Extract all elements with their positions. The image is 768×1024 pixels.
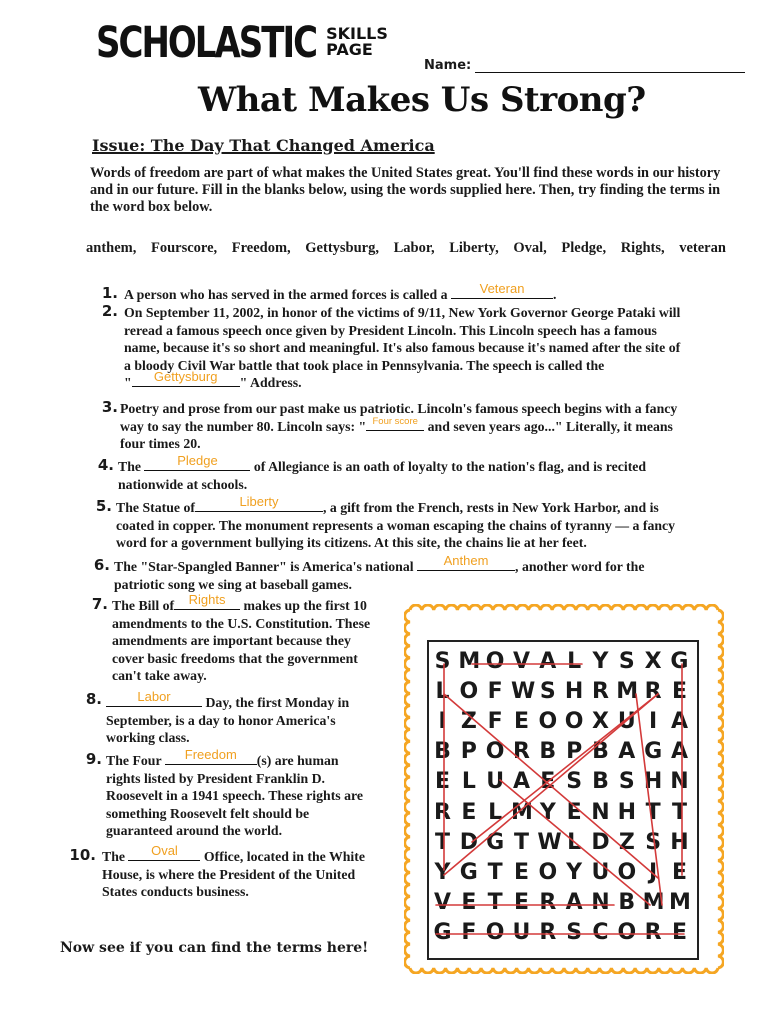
footer-instruction: Now see if you can find the terms here! bbox=[60, 940, 369, 956]
grid-letter[interactable]: A bbox=[565, 890, 583, 916]
question-text: . bbox=[553, 287, 557, 302]
question-number: 7. bbox=[91, 595, 108, 613]
grid-letter[interactable]: H bbox=[617, 799, 636, 825]
grid-letter[interactable]: L bbox=[488, 799, 503, 825]
question-text: amendments are important because they bbox=[112, 633, 351, 648]
grid-letter[interactable]: A bbox=[539, 648, 557, 674]
answer-blank[interactable] bbox=[128, 843, 200, 861]
question-text: The bbox=[118, 459, 141, 474]
grid-letter[interactable]: M bbox=[616, 678, 639, 704]
answer-blank[interactable] bbox=[144, 453, 250, 471]
grid-letter[interactable]: A bbox=[512, 769, 530, 795]
grid-letter[interactable]: I bbox=[649, 708, 658, 734]
grid-letter[interactable]: I bbox=[438, 708, 447, 734]
issue-heading: Issue: The Day That Changed America bbox=[92, 136, 435, 155]
grid-letter[interactable]: R bbox=[644, 678, 662, 704]
grid-letter[interactable]: O bbox=[538, 708, 558, 734]
name-field bbox=[424, 58, 745, 73]
answer-text: Veteran bbox=[479, 281, 525, 296]
question-number: 5. bbox=[95, 497, 112, 515]
grid-letter[interactable]: E bbox=[513, 859, 529, 885]
grid-letter[interactable]: E bbox=[671, 678, 687, 704]
question-text: coated in copper. The monument represents a woman escaping the chains of tyranny — a fancy bbox=[116, 517, 676, 533]
grid-letter[interactable]: V bbox=[512, 648, 530, 674]
question-text: something Roosevelt felt should be bbox=[106, 805, 310, 821]
word-box-item: Liberty, bbox=[449, 240, 499, 256]
question-text: name, because it's so short and meaningful. It's also famous because it's named after the site of bbox=[124, 340, 681, 355]
grid-letter[interactable]: H bbox=[564, 678, 584, 704]
grid-row bbox=[432, 888, 690, 918]
grid-letter[interactable]: O bbox=[485, 739, 505, 765]
grid-row bbox=[432, 646, 690, 676]
brand-subtitle bbox=[326, 26, 388, 58]
question-10 bbox=[102, 843, 392, 901]
grid-letter[interactable]: U bbox=[617, 708, 636, 734]
question-number: 3. bbox=[101, 398, 118, 416]
grid-letter[interactable]: B bbox=[618, 890, 636, 916]
grid-letter[interactable]: O bbox=[485, 648, 505, 674]
grid-letter[interactable]: S bbox=[618, 769, 635, 795]
grid-letter[interactable]: M bbox=[668, 890, 691, 916]
grid-letter[interactable]: M bbox=[510, 799, 533, 825]
grid-row bbox=[432, 857, 690, 887]
grid-letter[interactable]: R bbox=[539, 920, 557, 946]
grid-row bbox=[432, 767, 690, 797]
grid-letter[interactable]: J bbox=[649, 859, 658, 885]
grid-letter[interactable]: D bbox=[591, 829, 610, 855]
question-number: 4. bbox=[97, 456, 114, 474]
question-text: On September 11, 2002, in honor of the victims of 9/11, New York Governor George Pataki will bbox=[124, 305, 681, 320]
grid-row bbox=[432, 706, 690, 736]
grid-letter[interactable]: E bbox=[540, 769, 556, 795]
grid-letter[interactable]: S bbox=[539, 678, 556, 704]
answer-text: Oval bbox=[151, 843, 178, 858]
word-box-item: Oval, bbox=[513, 240, 547, 256]
grid-letter[interactable]: B bbox=[592, 769, 609, 795]
question-7 bbox=[112, 592, 402, 685]
question-number: 8. bbox=[85, 690, 102, 708]
grid-letter[interactable]: U bbox=[591, 859, 610, 885]
grid-letter[interactable]: G bbox=[670, 648, 689, 674]
answer-text: Liberty bbox=[239, 494, 279, 509]
grid-letter[interactable]: V bbox=[433, 890, 452, 916]
grid-letter[interactable]: O bbox=[485, 920, 505, 946]
question-8 bbox=[106, 689, 396, 747]
grid-letter[interactable]: R bbox=[539, 890, 557, 916]
answer-text: Gettysburg bbox=[153, 369, 218, 384]
question-text: , a gift from the French, rests in New York Harbor, and is bbox=[322, 500, 659, 515]
grid-letter[interactable]: E bbox=[671, 859, 687, 885]
question-text: Roosevelt in a 1941 speech. These rights are bbox=[106, 788, 364, 803]
question-text: rights listed by President Franklin D. bbox=[106, 770, 325, 786]
word-box-item: veteran bbox=[679, 240, 726, 256]
word-box-item: Gettysburg, bbox=[305, 240, 379, 256]
grid-letter[interactable]: E bbox=[434, 769, 451, 795]
grid-row bbox=[432, 737, 690, 767]
question-1 bbox=[124, 281, 557, 304]
question-text: can't take away. bbox=[112, 668, 207, 683]
grid-letter[interactable]: M bbox=[642, 890, 665, 916]
grid-letter[interactable]: O bbox=[459, 678, 479, 704]
grid-letter[interactable]: B bbox=[539, 739, 557, 765]
grid-letter[interactable]: A bbox=[618, 739, 636, 765]
question-text: nationwide at schools. bbox=[118, 476, 248, 492]
grid-row bbox=[432, 827, 690, 857]
grid-letter[interactable]: T bbox=[487, 859, 503, 885]
grid-letter[interactable]: T bbox=[645, 799, 661, 825]
question-text: A person who has served in the armed forces is called a bbox=[124, 287, 448, 302]
question-text: a bloody Civil War battle that took place in Pennsylvania. The speech is called the bbox=[124, 357, 605, 373]
name-label: Name: bbox=[424, 58, 472, 73]
question-4 bbox=[118, 453, 718, 493]
answer-text: Pledge bbox=[177, 453, 218, 468]
question-text: The Statue of bbox=[116, 500, 195, 515]
answer-text: Rights bbox=[188, 592, 226, 607]
question-text: reread a famous speech once given by President Lincoln. This Lincoln speech has a famous bbox=[124, 322, 657, 338]
grid-letter[interactable]: W bbox=[537, 829, 562, 855]
grid-letter[interactable]: N bbox=[591, 890, 610, 916]
question-text: September, is a day to honor America's bbox=[106, 712, 336, 728]
grid-letter[interactable]: G bbox=[486, 829, 505, 855]
grid-letter[interactable]: P bbox=[460, 739, 477, 765]
grid-letter[interactable]: R bbox=[434, 799, 451, 825]
question-text: makes up the first 10 bbox=[243, 598, 367, 613]
question-number: 2. bbox=[101, 302, 118, 320]
word-box-item: Labor, bbox=[393, 240, 435, 256]
answer-text: Freedom bbox=[184, 747, 237, 762]
grid-letter[interactable]: E bbox=[671, 920, 687, 946]
grid-letter[interactable]: L bbox=[435, 678, 450, 704]
word-box-item: Rights, bbox=[620, 240, 665, 256]
grid-letter[interactable]: T bbox=[434, 829, 450, 855]
grid-letter[interactable]: E bbox=[566, 799, 582, 825]
question-text: four times 20. bbox=[120, 436, 201, 451]
word-box-item: Fourscore, bbox=[150, 240, 218, 256]
question-text: House, is where the President of the United bbox=[102, 866, 356, 882]
grid-letter[interactable]: S bbox=[645, 829, 662, 855]
word-box-item: anthem, bbox=[86, 240, 137, 256]
question-text: " bbox=[124, 375, 132, 390]
question-9 bbox=[106, 747, 406, 840]
question-number: 9. bbox=[85, 750, 102, 768]
grid-letter[interactable]: Y bbox=[539, 799, 556, 825]
brand-name: SCHOLASTIC bbox=[96, 18, 317, 69]
question-number: 1. bbox=[101, 284, 118, 302]
grid-letter[interactable]: E bbox=[513, 890, 529, 916]
grid-letter[interactable]: X bbox=[591, 708, 609, 734]
grid-letter[interactable]: L bbox=[567, 829, 582, 855]
question-text: way to say the number 80. Lincoln says: " bbox=[120, 418, 367, 434]
question-text: of Allegiance is an oath of loyalty to the nation's flag, and is recited bbox=[253, 459, 647, 474]
grid-letter[interactable]: G bbox=[644, 739, 663, 765]
grid-letter[interactable]: E bbox=[461, 799, 477, 825]
grid-row bbox=[432, 676, 690, 706]
question-text: amendments to the U.S. Constitution. These bbox=[112, 615, 371, 631]
question-number: 6. bbox=[93, 556, 110, 574]
brand-sub-skills: SKILLS bbox=[326, 24, 388, 43]
grid-letter[interactable]: O bbox=[617, 859, 637, 885]
question-number: 10. bbox=[69, 846, 96, 864]
grid-letter[interactable]: L bbox=[461, 769, 476, 795]
answer-blank[interactable] bbox=[174, 592, 240, 610]
name-line[interactable] bbox=[475, 58, 745, 73]
grid-letter[interactable]: R bbox=[644, 920, 662, 946]
grid-letter[interactable]: T bbox=[487, 890, 503, 916]
grid-letter[interactable]: O bbox=[538, 859, 558, 885]
grid-letter[interactable]: H bbox=[643, 769, 663, 795]
grid-letter[interactable]: M bbox=[458, 648, 481, 674]
grid-letter[interactable]: S bbox=[434, 648, 451, 674]
grid-letter[interactable]: W bbox=[510, 678, 536, 704]
answer-text: Four score bbox=[372, 415, 418, 427]
question-3 bbox=[120, 400, 720, 453]
grid-letter[interactable]: R bbox=[513, 739, 530, 765]
grid-row bbox=[432, 918, 690, 948]
grid-letter[interactable]: F bbox=[461, 920, 477, 946]
question-6 bbox=[114, 553, 714, 593]
grid-letter[interactable]: B bbox=[592, 739, 609, 765]
answer-blank[interactable] bbox=[195, 494, 323, 512]
question-text: word for a government bullying its citizens. At this site, the chains lie at her feet. bbox=[116, 535, 587, 550]
question-text: Day, the first Monday in bbox=[205, 695, 350, 710]
question-text: (s) are human bbox=[256, 753, 339, 768]
grid-letter[interactable]: Z bbox=[460, 708, 477, 734]
grid-letter[interactable]: R bbox=[591, 678, 609, 704]
word-box-item: Freedom, bbox=[231, 240, 291, 256]
question-text: , another word for the bbox=[515, 559, 645, 574]
answer-text: Anthem bbox=[443, 553, 489, 568]
grid-letter[interactable]: E bbox=[461, 890, 477, 916]
grid-letter[interactable]: U bbox=[512, 920, 531, 946]
grid-letter[interactable]: Y bbox=[434, 859, 451, 885]
grid-letter[interactable]: D bbox=[459, 829, 478, 855]
question-2 bbox=[124, 304, 724, 392]
answer-blank[interactable] bbox=[106, 689, 202, 707]
question-text: " Address. bbox=[239, 375, 302, 390]
scholastic-logo bbox=[96, 18, 388, 69]
question-text: guaranteed around the world. bbox=[106, 823, 283, 838]
grid-letter[interactable]: O bbox=[617, 920, 637, 946]
grid-letter[interactable]: G bbox=[433, 920, 452, 946]
question-text: States conducts business. bbox=[102, 884, 249, 899]
question-text: working class. bbox=[106, 730, 190, 745]
grid-letter[interactable]: Y bbox=[592, 648, 609, 674]
word-search-grid bbox=[432, 646, 690, 948]
answer-text: Labor bbox=[137, 689, 171, 704]
question-text: The Bill of bbox=[112, 598, 175, 613]
question-text: The Four bbox=[106, 753, 162, 768]
answer-blank[interactable] bbox=[417, 553, 515, 571]
grid-letter[interactable]: S bbox=[566, 920, 583, 946]
grid-letter[interactable]: T bbox=[513, 829, 529, 855]
grid-letter[interactable]: X bbox=[644, 648, 662, 674]
answer-blank[interactable] bbox=[366, 415, 424, 431]
question-text: The "Star-Spangled Banner" is America's national bbox=[114, 559, 414, 574]
word-box-item: Pledge, bbox=[561, 240, 607, 256]
word-box bbox=[86, 240, 726, 257]
question-text: Office, located in the White bbox=[203, 849, 365, 864]
grid-letter[interactable]: S bbox=[566, 769, 583, 795]
grid-letter[interactable]: A bbox=[670, 739, 688, 765]
question-text: The bbox=[102, 849, 125, 864]
intro-paragraph: Words of freedom are part of what makes the United States great. You'll find these words in our history and in our future. Fill in the blanks below, using the words supplied here. Then, try finding the terms in the word box below. bbox=[90, 165, 721, 215]
grid-letter[interactable]: H bbox=[670, 829, 689, 855]
grid-letter[interactable]: U bbox=[486, 769, 505, 795]
grid-letter[interactable]: S bbox=[618, 648, 635, 674]
brand-sub-page: PAGE bbox=[326, 40, 373, 59]
answer-blank[interactable] bbox=[451, 281, 553, 299]
grid-letter[interactable]: Z bbox=[618, 829, 635, 855]
question-text: Poetry and prose from our past make us patriotic. Lincoln's famous speech begins with a fancy bbox=[120, 401, 678, 416]
grid-letter[interactable]: N bbox=[591, 799, 610, 825]
grid-letter[interactable]: O bbox=[564, 708, 584, 734]
grid-letter[interactable]: N bbox=[670, 769, 689, 795]
question-text: patriotic song we sing at baseball games. bbox=[114, 576, 352, 592]
grid-letter[interactable]: G bbox=[459, 859, 478, 885]
grid-letter[interactable]: Y bbox=[566, 859, 583, 885]
grid-letter[interactable]: B bbox=[434, 739, 451, 765]
question-text: cover basic freedoms that the government bbox=[112, 650, 358, 666]
grid-letter[interactable]: F bbox=[487, 678, 503, 704]
question-5 bbox=[116, 494, 716, 552]
page-title: What Makes Us Strong? bbox=[198, 80, 646, 120]
question-text: and seven years ago..." Literally, it means bbox=[424, 418, 673, 434]
grid-letter[interactable]: P bbox=[566, 739, 583, 765]
grid-letter[interactable]: C bbox=[592, 920, 609, 946]
grid-letter[interactable]: L bbox=[567, 648, 582, 674]
answer-blank[interactable] bbox=[132, 369, 240, 387]
grid-letter[interactable]: T bbox=[671, 799, 687, 825]
grid-letter[interactable]: E bbox=[513, 708, 529, 734]
grid-letter[interactable]: F bbox=[487, 708, 503, 734]
grid-letter[interactable]: A bbox=[670, 708, 688, 734]
answer-blank[interactable] bbox=[165, 747, 257, 765]
grid-row bbox=[432, 797, 690, 827]
